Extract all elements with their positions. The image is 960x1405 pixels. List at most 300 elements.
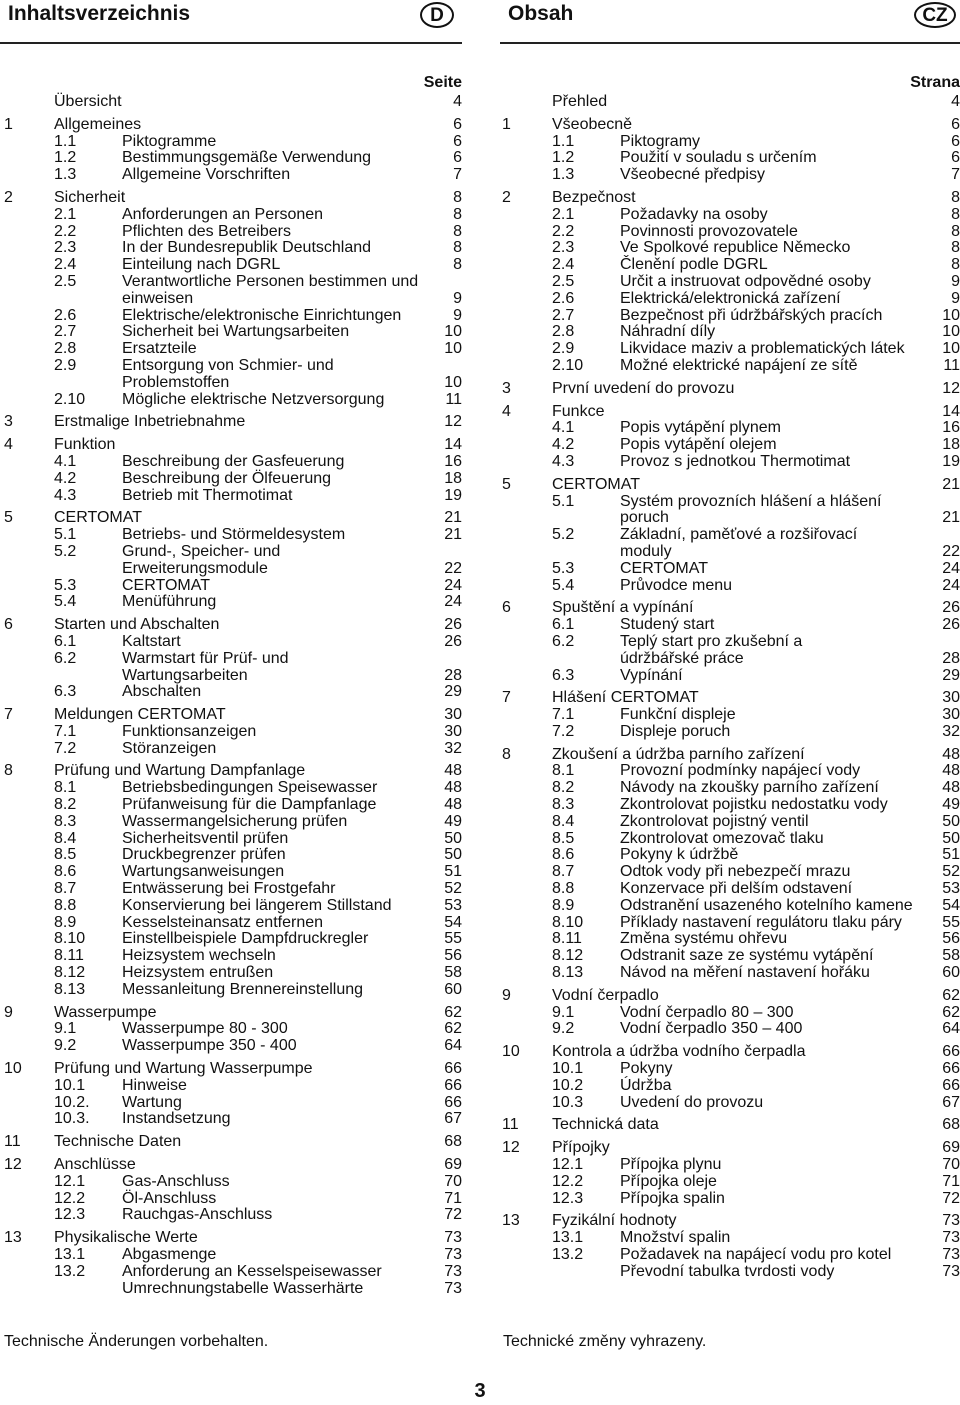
toc-chapter: [4, 763, 462, 780]
toc-entry-number: 13.2: [552, 1246, 584, 1263]
toc-section: [502, 1247, 960, 1264]
toc-section: [502, 707, 960, 724]
toc-entry-title: Zkoušení a údržba parního zařízení: [552, 745, 805, 763]
toc-entry-page: 54: [942, 896, 960, 914]
toc-section: [502, 454, 960, 471]
toc-entry-title: Anforderung an Kesselspeisewasser: [122, 1262, 382, 1280]
toc-section: [502, 780, 960, 797]
toc-section: [502, 358, 960, 375]
toc-chapter: [502, 477, 960, 494]
toc-entry-title: Možné elektrické napájení ze sítě: [620, 356, 858, 374]
toc-entry-number: 2.3: [552, 239, 575, 257]
toc-entry-title: Návody na zkoušky parního zařízení: [620, 779, 879, 797]
toc-section: [4, 1247, 462, 1264]
toc-entry-title: Všeobecně: [552, 115, 633, 133]
toc-section: [4, 544, 462, 578]
toc-section: [4, 931, 462, 948]
toc-entry-page: 73: [444, 1246, 462, 1263]
toc-section: [502, 1078, 960, 1095]
toc-entry-title: Provozní podmínky napájecí vody: [620, 762, 861, 780]
toc-entry-number: 1.1: [552, 132, 575, 150]
toc-entry-page: 22: [444, 559, 462, 577]
toc-entry-page: 11: [943, 356, 960, 374]
toc-entry-number: 8.1: [54, 779, 77, 797]
toc-entry-title: Všeobecné předpisy: [620, 166, 765, 184]
toc-entry-page: 29: [942, 666, 960, 684]
toc-entry-title: Převodní tabulka tvrdosti vody: [620, 1262, 835, 1280]
toc-entry-page: 9: [453, 289, 462, 307]
toc-entry-title: Funktion: [54, 436, 116, 454]
toc-entry-number: 6.2: [552, 632, 575, 650]
toc-entry-title: Technische Daten: [54, 1133, 182, 1151]
toc-entry-page: 10: [942, 323, 960, 341]
toc-entry-page: 67: [444, 1110, 462, 1128]
toc-section: [502, 240, 960, 257]
toc-entry-number: 12.1: [552, 1156, 584, 1174]
toc-entry-number: 2.4: [54, 256, 77, 274]
toc-entry-number: 1: [4, 115, 13, 133]
toc-section: [4, 1078, 462, 1095]
toc-section: [502, 1174, 960, 1191]
toc-entry-title: Odstranění usazeného kotelního kamene: [620, 896, 913, 914]
toc-entry-page: 8: [453, 222, 462, 240]
toc-entry-number: 10.1: [54, 1076, 86, 1094]
toc-entry-page: 55: [942, 913, 960, 931]
toc-section: [4, 780, 462, 797]
toc-entry-number: 3: [502, 379, 511, 397]
toc-entry-page: 21: [942, 509, 960, 527]
toc-entry-page: 19: [444, 486, 462, 504]
toc-section: [4, 134, 462, 151]
toc-entry-number: 7.1: [54, 722, 77, 740]
toc-chapter: [502, 1117, 960, 1134]
toc-entry-title: Entwässerung bei Frostgefahr: [122, 880, 336, 898]
toc-entry-title: Kontrola a údržba vodního čerpadla: [552, 1043, 806, 1061]
toc-section: [4, 1174, 462, 1191]
toc-entry-title: Instandsetzung: [122, 1110, 231, 1128]
toc-entry-title: Vodní čerpadlo: [552, 986, 659, 1004]
toc-entry-number: 4: [4, 436, 13, 454]
toc-entry-title: Konservierung bei längerem Stillstand: [122, 896, 392, 914]
toc-entry-title: Přehled: [552, 93, 608, 110]
toc-section: [502, 831, 960, 848]
right-header-title: Obsah: [508, 2, 574, 25]
toc-entry-page: 56: [942, 930, 960, 948]
toc-entry-number: 3: [4, 413, 13, 431]
toc-entry-page: 10: [942, 306, 960, 324]
toc-entry-page: 60: [942, 964, 960, 982]
toc-entry-page: 52: [942, 863, 960, 881]
toc-entry-page: 73: [942, 1212, 960, 1230]
toc-entry-page: 24: [942, 576, 960, 594]
toc-entry-page: 67: [942, 1093, 960, 1111]
toc-entry-number: 2.7: [54, 323, 77, 341]
toc-entry-title: Konzervace při delším odstavení: [620, 880, 853, 898]
toc-czech: [502, 72, 960, 1281]
toc-entry-page: 50: [942, 829, 960, 847]
toc-entry-page: 12: [942, 379, 960, 397]
toc-entry-number: 2.8: [552, 323, 575, 341]
toc-section: [4, 471, 462, 488]
toc-chapter: [502, 381, 960, 398]
toc-section: [502, 898, 960, 915]
toc-entry-page: 69: [444, 1156, 462, 1174]
toc-entry-page: 48: [444, 779, 462, 797]
toc-entry-number: 5.1: [552, 492, 575, 510]
toc-entry-page: 62: [444, 1003, 462, 1021]
toc-entry-page: 73: [942, 1229, 960, 1247]
toc-section: [502, 763, 960, 780]
toc-chapter: [4, 510, 462, 527]
toc-section: [4, 847, 462, 864]
toc-entry-number: 4.3: [552, 452, 575, 470]
toc-entry-page: 28: [942, 649, 960, 667]
toc-section: [502, 257, 960, 274]
toc-entry-title: Piktogramme: [122, 132, 217, 150]
toc-entry-title: Příklady nastavení regulátoru tlaku páry: [620, 913, 902, 931]
toc-section: [4, 881, 462, 898]
toc-entry-title: Ve Spolkové republice Německo: [620, 239, 851, 257]
toc-entry-number: 6.1: [54, 632, 77, 650]
toc-entry-title: Messanleitung Brennereinstellung: [122, 980, 364, 998]
toc-entry-title: Náhradní díly: [620, 323, 716, 341]
toc-entry-number: 6.3: [54, 683, 77, 701]
toc-entry-page: 55: [444, 930, 462, 948]
toc-section: [502, 847, 960, 864]
toc-entry-number: 2.1: [552, 205, 575, 223]
toc-entry-title: Allgemeine Vorschriften: [122, 166, 291, 184]
toc-entry-title: Meldungen CERTOMAT: [54, 706, 226, 724]
toc-entry-number: 4: [502, 402, 511, 420]
toc-entry-title: Einteilung nach DGRL: [122, 256, 281, 274]
toc-chapter: [4, 617, 462, 634]
toc-entry-page: 26: [942, 616, 960, 634]
toc-section: [4, 898, 462, 915]
toc-entry-number: 8.13: [54, 980, 86, 998]
toc-entry-number: 2.9: [552, 340, 575, 358]
toc-entry-title: Pokyny: [620, 1060, 673, 1078]
toc-entry-page: 54: [444, 913, 462, 931]
toc-entry-page: 72: [942, 1189, 960, 1207]
toc-entry-number: 8.10: [552, 913, 584, 931]
toc-entry-title: Wartung: [122, 1093, 182, 1111]
toc-chapter: [502, 94, 960, 111]
toc-entry-title: Druckbegrenzer prüfen: [122, 846, 286, 864]
toc-entry-number: 13: [4, 1229, 22, 1247]
toc-entry-page: 48: [942, 762, 960, 780]
page-number: 3: [474, 1380, 486, 1402]
toc-entry-title: Členění podle DGRL: [620, 256, 768, 274]
toc-entry-page: 21: [444, 526, 462, 544]
toc-section: [4, 831, 462, 848]
toc-entry-number: 11: [4, 1133, 21, 1151]
toc-entry-number: 4.1: [552, 419, 575, 437]
toc-section: [4, 324, 462, 341]
toc-entry-number: 6: [4, 616, 13, 634]
toc-entry-title: Umrechnungstabelle Wasserhärte: [122, 1279, 364, 1297]
toc-entry-title: Spuštění a vypínání: [552, 599, 694, 617]
toc-entry-title: Beschreibung der Gasfeuerung: [122, 452, 345, 470]
toc-section: [502, 134, 960, 151]
toc-section: [502, 1095, 960, 1112]
toc-entry-page: 73: [444, 1229, 462, 1247]
toc-entry-title: Hinweise: [122, 1076, 187, 1094]
toc-entry-title: Uvedení do provozu: [620, 1093, 764, 1111]
toc-chapter: [502, 190, 960, 207]
toc-entry-page: 6: [453, 115, 462, 133]
toc-entry-number: 8.10: [54, 930, 86, 948]
right-header-rule: [500, 42, 960, 44]
toc-entry-number: 2.10: [552, 356, 584, 374]
toc-entry-page: 30: [942, 706, 960, 724]
toc-entry-title: Öl-Anschluss: [122, 1189, 217, 1207]
toc-section: [502, 881, 960, 898]
toc-entry-number: 8.2: [552, 779, 575, 797]
toc-section: [4, 965, 462, 982]
toc-entry-page: 30: [444, 706, 462, 724]
toc-entry-title: Údržba: [620, 1076, 672, 1094]
toc-chapter: [4, 414, 462, 431]
toc-section: [4, 797, 462, 814]
toc-section: [4, 274, 462, 308]
toc-entry-number: 13.2: [54, 1262, 86, 1280]
toc-entry-page: 62: [444, 1020, 462, 1038]
toc-section: [502, 527, 960, 561]
toc-entry-title: Pokyny k údržbě: [620, 846, 739, 864]
toc-entry-title: Heizsystem wechseln: [122, 947, 276, 965]
left-footer-note: Technische Änderungen vorbehalten.: [4, 1333, 269, 1350]
toc-entry-title: Piktogramy: [620, 132, 701, 150]
toc-entry-title: Studený start: [620, 616, 715, 634]
toc-entry-number: 6.2: [54, 649, 77, 667]
toc-entry-number: 2.2: [54, 222, 77, 240]
toc-entry-title: Erstmalige Inbetriebnahme: [54, 413, 246, 431]
toc-entry-number: 10: [502, 1043, 520, 1061]
toc-entry-title: In der Bundesrepublik Deutschland: [122, 239, 372, 257]
toc-entry-page: 30: [444, 722, 462, 740]
toc-entry-page: 66: [942, 1076, 960, 1094]
toc-entry-title: Požadavky na osoby: [620, 205, 768, 223]
toc-entry-number: 10.2.: [54, 1093, 90, 1111]
toc-entry-title: Heizsystem entrußen: [122, 964, 274, 982]
toc-section: [502, 634, 960, 668]
toc-entry-number: 10.2: [552, 1076, 584, 1094]
toc-entry-title: Sicherheitsventil prüfen: [122, 829, 289, 847]
toc-entry-page: 26: [444, 632, 462, 650]
toc-entry-number: 2: [502, 188, 511, 206]
toc-entry-number: 8.4: [552, 812, 575, 830]
toc-entry-page: 48: [444, 762, 462, 780]
toc-entry-title: Wartungsanweisungen: [122, 863, 285, 881]
toc-entry-number: 1.1: [54, 132, 77, 150]
toc-entry-title: Betriebs- und Störmeldesystem: [122, 526, 346, 544]
toc-section: [4, 1191, 462, 1208]
toc-entry-page: 73: [942, 1246, 960, 1263]
toc-entry-page: 66: [444, 1093, 462, 1111]
toc-entry-number: 6.3: [552, 666, 575, 684]
toc-entry-number: 8.5: [54, 846, 77, 864]
toc-entry-number: 9.1: [552, 1003, 575, 1021]
toc-entry-page: 71: [942, 1172, 960, 1190]
toc-entry-page: 24: [942, 559, 960, 577]
toc-entry-number: 8.8: [552, 880, 575, 898]
toc-entry-page: 8: [453, 188, 462, 206]
toc-entry-page: 26: [942, 599, 960, 617]
toc-entry-page: 10: [444, 373, 462, 391]
toc-entry-number: 5.3: [54, 576, 77, 594]
toc-section: [4, 1038, 462, 1055]
toc-section: [4, 594, 462, 611]
toc-section: [502, 668, 960, 685]
toc-entry-number: 2: [4, 188, 13, 206]
toc-entry-number: 8: [502, 745, 511, 763]
toc-section: [502, 494, 960, 528]
toc-entry-page: 68: [444, 1133, 462, 1151]
toc-entry-title: Základní, paměťové a rozšiřovací moduly: [620, 526, 858, 560]
toc-section: [502, 224, 960, 241]
toc-chapter: [4, 190, 462, 207]
toc-section: [502, 1021, 960, 1038]
toc-entry-title: CERTOMAT: [552, 475, 641, 493]
toc-entry-number: 10.3.: [54, 1110, 90, 1128]
left-header-title: Inhaltsverzeichnis: [8, 2, 191, 25]
toc-chapter: [4, 437, 462, 454]
toc-entry-page: 11: [445, 390, 462, 408]
toc-entry-title: Bestimmungsgemäße Verwendung: [122, 149, 372, 167]
toc-section: [4, 392, 462, 409]
toc-entry-title: Zkontrolovat pojistku nedostatku vody: [620, 796, 888, 814]
toc-entry-number: 10.3: [552, 1093, 584, 1111]
toc-entry-page: 64: [444, 1037, 462, 1055]
toc-chapter: [4, 1005, 462, 1022]
toc-entry-page: 8: [453, 239, 462, 257]
toc-entry-page: 48: [444, 796, 462, 814]
toc-section: [4, 634, 462, 651]
toc-entry-title: Wasserpumpe: [54, 1003, 157, 1021]
toc-entry-title: Vypínání: [620, 666, 683, 684]
toc-entry-number: 5.3: [552, 559, 575, 577]
toc-entry-number: 8.7: [552, 863, 575, 881]
toc-entry-number: 11: [502, 1116, 519, 1134]
toc-entry-page: 49: [444, 812, 462, 830]
toc-entry-number: 4.3: [54, 486, 77, 504]
toc-entry-number: 7: [4, 706, 13, 724]
toc-entry-page: 9: [951, 272, 960, 290]
toc-entry-page: 49: [942, 796, 960, 814]
toc-entry-title: Hlášení CERTOMAT: [552, 689, 699, 707]
toc-entry-page: 14: [444, 436, 462, 454]
toc-entry-title: Přípojka spalin: [620, 1189, 725, 1207]
toc-entry-page: 73: [444, 1279, 462, 1297]
toc-entry-page: 50: [444, 829, 462, 847]
toc-entries: [502, 94, 960, 1281]
toc-entry-page: 10: [444, 340, 462, 358]
toc-entry-page: 8: [951, 239, 960, 257]
toc-entry-number: 2.8: [54, 340, 77, 358]
toc-entry-title: Likvidace maziv a problematických látek: [620, 340, 905, 358]
toc-entry-page: 8: [951, 222, 960, 240]
toc-entry-number: 9: [502, 986, 511, 1004]
toc-section: [4, 814, 462, 831]
toc-entry-number: 2.6: [552, 289, 575, 307]
toc-entry-title: Abschalten: [122, 683, 202, 701]
toc-entry-page: 66: [942, 1043, 960, 1061]
toc-entry-title: Použití v souladu s určením: [620, 149, 817, 167]
toc-entry-title: Übersicht: [54, 93, 122, 110]
toc-entry-number: 8.13: [552, 964, 584, 982]
toc-entry-title: Funktionsanzeigen: [122, 722, 257, 740]
toc-entry-number: 4.2: [552, 436, 575, 454]
toc-entry-page: 51: [942, 846, 960, 864]
toc-chapter: [4, 1157, 462, 1174]
toc-entry-page: 6: [951, 132, 960, 150]
toc-entry-number: 10: [4, 1060, 22, 1078]
toc-entry-title: Změna systému ohřevu: [620, 930, 788, 948]
toc-section: [502, 724, 960, 741]
toc-entry-title: Störanzeigen: [122, 739, 217, 757]
toc-entry-page: 24: [444, 576, 462, 594]
left-header-rule: [0, 42, 462, 44]
toc-entry-title: Provoz s jednotkou Thermotimat: [620, 452, 851, 470]
toc-entry-title: Displeje poruch: [620, 722, 731, 740]
toc-entry-number: 8.1: [552, 762, 575, 780]
toc-section: [502, 420, 960, 437]
toc-entry-title: Anschlüsse: [54, 1156, 136, 1174]
toc-section: [502, 617, 960, 634]
toc-entry-number: 5: [502, 475, 511, 493]
toc-entry-title: Odstranit saze ze systému vytápění: [620, 947, 874, 965]
toc-section: [4, 1021, 462, 1038]
toc-entry-page: 18: [942, 436, 960, 454]
toc-entry-page: 30: [942, 689, 960, 707]
toc-entry-title: Zkontrolovat omezovač tlaku: [620, 829, 824, 847]
toc-entry-title: Vodní čerpadlo 80 – 300: [620, 1003, 794, 1021]
toc-entry-title: Rauchgas-Anschluss: [122, 1206, 273, 1224]
toc-entry-number: 1.3: [552, 166, 575, 184]
toc-section: [4, 948, 462, 965]
toc-entry-page: 8: [453, 205, 462, 223]
toc-entry-title: Ersatzteile: [122, 340, 197, 358]
toc-entry-page: 73: [444, 1262, 462, 1280]
toc-entry-title: Starten und Abschalten: [54, 616, 220, 634]
toc-entry-number: 9: [4, 1003, 13, 1021]
toc-section: [502, 341, 960, 358]
toc-entry-title: Systém provozních hlášení a hlášení poruch: [620, 492, 882, 527]
toc-entry-page: 8: [951, 205, 960, 223]
toc-entry-page: 22: [942, 542, 960, 560]
toc-entry-page: 62: [942, 986, 960, 1004]
toc-entry-title: Fyzikální hodnoty: [552, 1212, 677, 1230]
toc-section: [4, 240, 462, 257]
toc-entry-number: 12.1: [54, 1172, 86, 1190]
right-footer-note: Technické změny vyhrazeny.: [503, 1333, 707, 1350]
toc-entry-page: 32: [444, 739, 462, 757]
toc-entry-title: CERTOMAT: [620, 559, 709, 577]
toc-chapter: [502, 404, 960, 421]
toc-entry-number: 1.2: [552, 149, 575, 167]
toc-entry-page: 60: [444, 980, 462, 998]
toc-entry-page: 6: [951, 115, 960, 133]
toc-entry-page: 26: [444, 616, 462, 634]
toc-entry-number: 4.1: [54, 452, 77, 470]
toc-entry-page: 14: [942, 402, 960, 420]
toc-entry-page: 21: [444, 509, 462, 527]
toc-entry-title: Prüfung und Wartung Wasserpumpe: [54, 1060, 313, 1078]
toc-entry-title: Wasserpumpe 80 - 300: [122, 1020, 288, 1038]
toc-entry-page: 53: [444, 896, 462, 914]
toc-entry-title: Pflichten des Betreibers: [122, 222, 291, 240]
toc-entry-number: 2.10: [54, 390, 86, 408]
